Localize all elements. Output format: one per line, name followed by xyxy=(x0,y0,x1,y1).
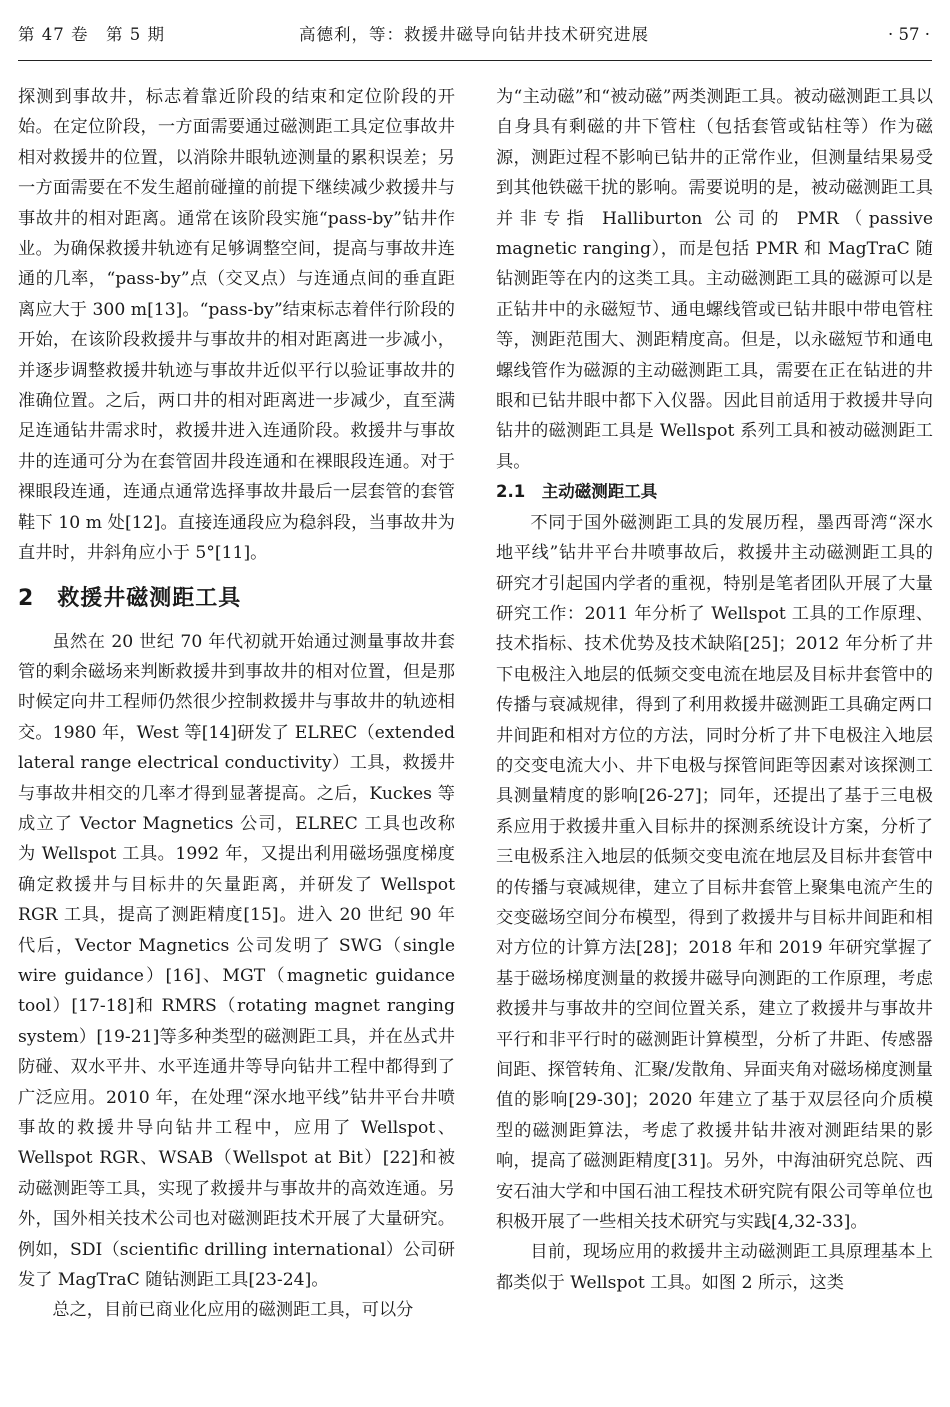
paragraph-stage-description: 探测到事故井，标志着靠近阶段的结束和定位阶段的开始。在定位阶段，一方面需要通过磁测距工具定位事故井相对救援井的位置，以消除井眼轨迹测量的累积误差；另一方面需要在不发生超前碰撞的前提下继续减少救援井与事故井的相对距离。通常在该阶段实施“pass-by”钻井作业。为确保救援井轨迹有足够调整空间，提高与事故井连通的几率，“pass-by”点（交叉点）与连通点间的垂直距离应大于 300 m[13]。“pass-by”结束标志着伴行阶段的开始，在该阶段救援井与事故井的相对距离进一步减小，并逐步调整救援井轨迹与事故井近似平行以验证事故井的准确位置。之后，两口井的相对距离进一步减少，直至满足连通钻井需求时，救援井进入连通阶段。救援井与事故井的连通可分为在套管固井段连通和在裸眼段连通。对于裸眼段连通，连通点通常选择事故井最后一层套管的套管鞋下 10 m 处[12]。直接连通段应为稳斜段，当事故井为直井时，井斜角应小于 5°[11]。 xyxy=(18,87,455,564)
running-title: 高德利，等：救援井磁导向钻井技术研究进展 xyxy=(299,25,649,44)
paragraph-summary-start: 总之，目前已商业化应用的磁测距工具，可以分 xyxy=(52,1300,414,1321)
journal-volume-issue: 第 47 卷 第 5 期 xyxy=(18,25,165,44)
page-header xyxy=(18,22,930,48)
paragraph-current-tools: 目前，现场应用的救援井主动磁测距工具原理基本上都类似于 Wellspot 工具。如图 2 所示，这类 xyxy=(496,1242,933,1293)
page-number: · 57 · xyxy=(888,25,930,44)
section-heading-ranging-tools: 2 救援井磁测距工具 xyxy=(18,585,242,611)
paragraph-active-passive: 为“主动磁”和“被动磁”两类测距工具。被动磁测距工具以自身具有剩磁的井下管柱（包括套管或钻柱等）作为磁源，测距过程不影响已钻井的正常作业，但测量结果易受到其他铁磁干扰的影响。需要说明的是，被动磁测距工具并非专指 Halliburton 公司的 PMR（passive magnetic ranging），而是包括 PMR 和 MagTraC 随钻测距等在内的这类工具。主动磁测距工具的磁源可以是正钻井中的永磁短节、通电螺线管或已钻井眼中带电管柱等，测距范围大、测距精度高。但是，以永磁短节和通电螺线管作为磁源的主动磁测距工具，需要在正在钻进的井眼和已钻井眼中都下入仪器。因此目前适用于救援井导向钻井的磁测距工具是 Wellspot 系列工具和被动磁测距工具。 xyxy=(496,87,933,472)
paragraph-domestic-research: 不同于国外磁测距工具的发展历程，墨西哥湾“深水地平线”钻井平台井喷事故后，救援井主动磁测距工具的研究才引起国内学者的重视，特别是笔者团队开展了大量研究工作：2011 年分析了 Wellspot 工具的工作原理、技术指标、技术优势及技术缺陷[25]；2012 年分析了井下电极注入地层的低频交变电流在地层及目标井套管中的传播与衰减规律，得到了利用救援井磁测距工具确定两口井间距和相对方位的方法，同时分析了井下电极注入地层的交变电流大小、井下电极与探管间距等因素对该探测工具测量精度的影响[26-27]；同年，还提出了基于三电极系应用于救援井重入目标井的探测系统设计方案，分析了三电极系注入地层的低频交变电流在地层及目标井套管中的传播与衰减规律，建立了目标井套管上聚集电流产生的交变磁场空间分布模型，得到了救援井与目标井间距和相对方位的计算方法[28]；2018 年和 2019 年研究掌握了基于磁场梯度测量的救援井磁导向测距的工作原理，考虑救援井与事故井的空间位置关系，建立了救援井与事故井平行和非平行时的磁测距计算模型，分析了井距、传感器间距、探管转角、汇聚/发散角、异面夹角对磁场梯度测量值的影响[29-30]；2020 年建立了基于双层径向介质模型的磁测距算法，考虑了救援井钻井液对测距结果的影响，提高了磁测距精度[31]。另外，中海油研究总院、西安石油大学和中国石油工程技术研究院有限公司等单位也积极开展了一些相关技术研究与实践[4,32-33]。 xyxy=(496,512,933,1233)
left-column xyxy=(18,82,455,1326)
subsection-heading-active-tools: 2.1 主动磁测距工具 xyxy=(496,482,658,502)
right-column xyxy=(496,82,933,1298)
header-rule xyxy=(18,60,932,61)
paragraph-tool-history: 虽然在 20 世纪 70 年代初就开始通过测量事故井套管的剩余磁场来判断救援井到事故井的相对位置，但是那时候定向井工程师仍然很少控制救援井与事故井的轨迹相交。1980 年，West 等[14]研发了 ELREC（extended lateral range electrical conductivity）工具，救援井与事故井相交的几率才得到显著提高。之后，Kuckes 等成立了 Vector Magnetics 公司，ELREC 工具也改称为 Wellspot 工具。1992 年，又提出利用磁场强度梯度确定救援井与目标井的矢量距离，并研发了 Wellspot RGR 工具，提高了测距精度[15]。进入 20 世纪 90 年代后，Vector Magnetics 公司发明了 SWG（single wire guidance）[16]、MGT（magnetic guidance tool）[17-18]和 RMRS（rotating magnet ranging system）[19-21]等多种类型的磁测距工具，并在丛式井防碰、双水平井、水平连通井等导向钻井工程中都得到了广泛应用。2010 年，在处理“深水地平线”钻井平台井喷事故的救援井导向钻井工程中，应用了 Wellspot、Wellspot RGR、WSAB（Wellspot at Bit）[22]和被动磁测距等工具，实现了救援井与事故井的高效连通。另外，国外相关技术公司也对磁测距技术开展了大量研究。例如，SDI（scientific drilling international）公司研发了 MagTraC 随钻测距工具[23-24]。 xyxy=(18,631,455,1291)
